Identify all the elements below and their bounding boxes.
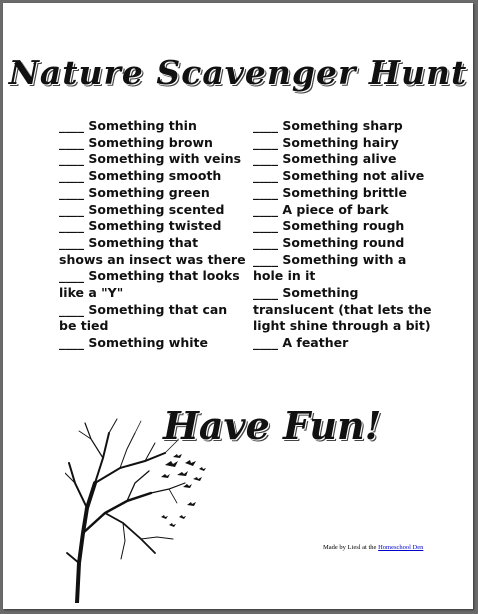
item-text: Something white [88, 335, 208, 351]
list-item [59, 202, 239, 219]
list-item [253, 252, 453, 269]
blank-line: ____ [253, 285, 278, 301]
list-item [59, 268, 239, 285]
blank-line: ____ [253, 201, 278, 217]
blank-line: ____ [59, 118, 84, 133]
right-checklist [253, 118, 453, 352]
credit-text: Made by Liesl at the [323, 544, 377, 551]
list-item [253, 235, 453, 252]
blank-line: ____ [59, 335, 84, 351]
item-text: Something with veins [88, 151, 242, 167]
list-item [253, 168, 453, 185]
item-text: Something brittle [282, 184, 407, 200]
blank-line: ____ [59, 134, 84, 150]
list-item [59, 135, 239, 152]
blank-line: ____ [59, 268, 84, 284]
blank-line: ____ [253, 134, 278, 150]
blank-line: ____ [59, 184, 84, 200]
item-text: Something twisted [88, 218, 222, 234]
list-item [59, 302, 239, 319]
list-item [59, 335, 239, 352]
item-text: Something hairy [282, 134, 399, 150]
list-item [59, 118, 239, 135]
homeschool-den-link[interactable]: Homeschool Den [378, 544, 424, 551]
item-text: Something sharp [282, 118, 403, 133]
page-title: Nature Scavenger Hunt [8, 53, 468, 92]
list-item [253, 185, 453, 202]
blank-line: ____ [253, 251, 278, 267]
blank-line: ____ [253, 184, 278, 200]
item-text: Something smooth [88, 168, 222, 184]
item-text: Something green [88, 184, 210, 200]
item-text: Something that [88, 234, 199, 250]
document-page [3, 3, 473, 609]
have-fun-heading: Have Fun! [163, 403, 382, 448]
list-item [253, 151, 453, 168]
blank-line: ____ [59, 234, 84, 250]
list-item [59, 218, 239, 235]
left-checklist [59, 118, 246, 352]
item-text: Something that looks [88, 268, 240, 284]
item-text: Something with a [282, 251, 407, 267]
list-item-continuation: like a "Y" [59, 285, 124, 301]
list-item [59, 185, 239, 202]
item-text: Something round [282, 234, 405, 250]
list-item [253, 135, 453, 152]
item-text: Something scented [88, 201, 225, 217]
item-text: Something [282, 285, 359, 301]
item-text: Something thin [88, 118, 197, 133]
list-item [59, 168, 239, 185]
item-text: A feather [282, 335, 349, 351]
list-item-continuation: light shine through a bit) [253, 318, 431, 334]
blank-line: ____ [59, 168, 84, 184]
blank-line: ____ [253, 118, 278, 133]
list-item [253, 218, 453, 235]
blank-line: ____ [253, 218, 278, 234]
list-item-continuation: translucent (that lets the [253, 301, 432, 317]
list-item-continuation: hole in it [253, 268, 316, 284]
list-item [253, 202, 453, 219]
blank-line: ____ [59, 218, 84, 234]
item-text: Something brown [88, 134, 213, 150]
item-text: Something alive [282, 151, 397, 167]
item-text: A piece of bark [282, 201, 389, 217]
blank-line: ____ [59, 201, 84, 217]
item-text: Something that can [88, 301, 228, 317]
blank-line: ____ [253, 168, 278, 184]
blank-line: ____ [253, 234, 278, 250]
blank-line: ____ [59, 301, 84, 317]
item-text: Something not alive [282, 168, 425, 184]
list-item [253, 118, 453, 135]
credit-line [323, 544, 423, 551]
list-item [253, 335, 453, 352]
list-item-continuation: shows an insect was there [59, 251, 246, 267]
list-item [253, 285, 453, 302]
blank-line: ____ [253, 151, 278, 167]
blank-line: ____ [253, 335, 278, 351]
list-item [59, 235, 239, 252]
list-item-continuation: be tied [59, 318, 109, 334]
blank-line: ____ [59, 151, 84, 167]
item-text: Something rough [282, 218, 405, 234]
list-item [59, 151, 242, 168]
